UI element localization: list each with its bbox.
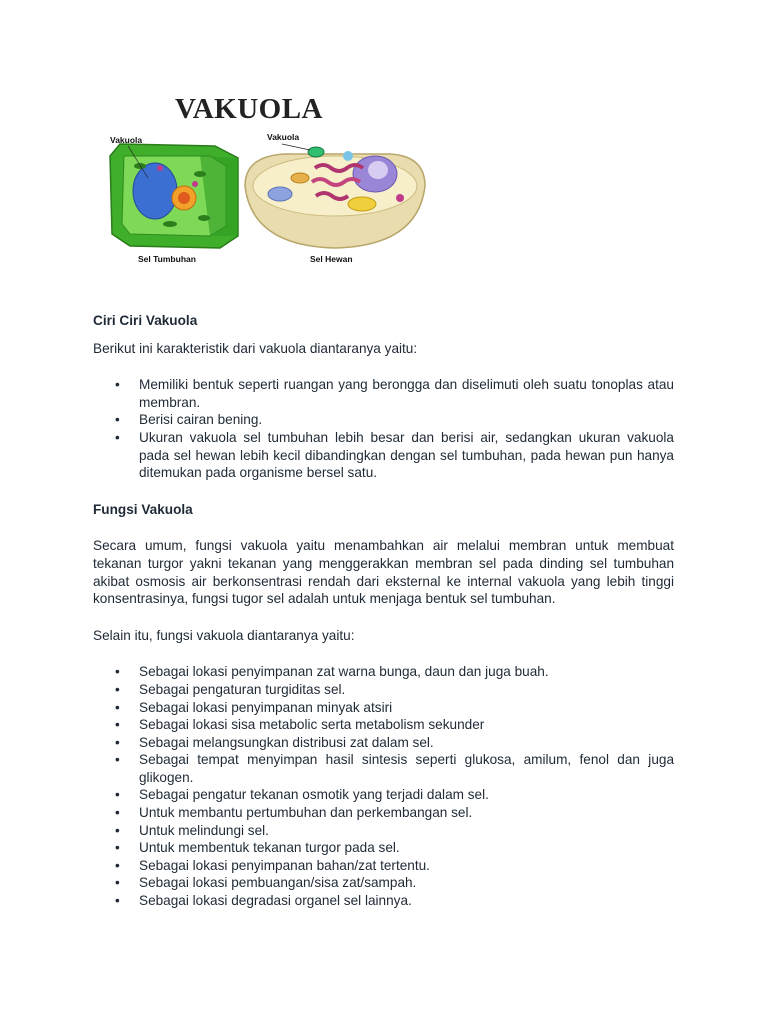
list-item: • Sebagai lokasi sisa metabolic serta metabolism sekunder (115, 717, 485, 733)
intro-ciri: Berikut ini karakteristik dari vakuola diantaranya yaitu: (93, 340, 418, 356)
animal-caption: Sel Hewan (310, 254, 353, 264)
list-item: • Sebagai lokasi penyimpanan zat warna bunga, daun dan juga buah. (115, 664, 549, 680)
bullet-icon: • (115, 664, 120, 680)
bullet-icon: • (115, 840, 120, 856)
bullet-icon: • (115, 681, 120, 697)
list-item: • Memiliki bentuk seperti ruangan yang berongga dan diselimuti oleh suatu tonoplas atau membran. (115, 377, 674, 410)
bullet-icon: • (115, 787, 120, 803)
bullet-icon: • (115, 875, 120, 891)
list-item: • Sebagai melangsungkan distribusi zat dalam sel. (115, 734, 434, 750)
list-ciri (93, 376, 674, 482)
bullet-icon: • (115, 752, 120, 768)
bullet-icon: • (115, 377, 120, 393)
list-item: • Untuk membentuk tekanan turgor pada sel. (115, 840, 400, 856)
list-item: • Ukuran vakuola sel tumbuhan lebih besar dan berisi air, sedangkan ukuran vakuola pada sel hewan lebih kecil dibandingkan dengan sel tumbuhan, pada hewan pun hanya ditemukan pada organisme bersel satu. (115, 429, 674, 481)
list-item: • Sebagai lokasi penyimpanan minyak atsiri (115, 699, 393, 715)
bullet-icon: • (115, 429, 120, 445)
paragraph-fungsi: Secara umum, fungsi vakuola yaitu menambahkan air melalui membran untuk membuat tekanan turgor yakni tekanan yang menggerakkan membran sel pada dinding sel tumbuhan akibat osmosis air berkonsentrasi rendah dari eksternal ke internal vakuola yang lebih tinggi konsentrasinya, fungsi tugor sel adalah untuk menjaga bentuk sel tumbuhan. (93, 538, 674, 607)
animal-cell (245, 144, 425, 248)
vacuole-diagram (100, 86, 440, 276)
list-item: • Sebagai lokasi penyimpanan bahan/zat tertentu. (115, 857, 430, 873)
document-body (93, 312, 674, 910)
heading-ciri-vakuola: Ciri Ciri Vakuola (93, 313, 198, 328)
bullet-icon: • (115, 412, 120, 428)
plant-cell (110, 144, 238, 248)
list-item: • Untuk membantu pertumbuhan dan perkembangan sel. (115, 805, 473, 821)
bullet-icon: • (115, 734, 120, 750)
list-item: • Sebagai lokasi pembuangan/sisa zat/sampah. (115, 875, 417, 891)
list-fungsi (93, 663, 674, 909)
list-item: • Sebagai lokasi degradasi organel sel lainnya. (115, 893, 412, 909)
bullet-icon: • (115, 717, 120, 733)
list-item: • Sebagai pengaturan turgiditas sel. (115, 681, 346, 697)
bullet-icon: • (115, 805, 120, 821)
plant-caption: Sel Tumbuhan (138, 254, 196, 264)
plant-callout: Vakuola (110, 135, 143, 145)
list-item: • Berisi cairan bening. (115, 412, 263, 428)
heading-fungsi-vakuola: Fungsi Vakuola (93, 501, 193, 517)
figure-title: VAKUOLA (175, 93, 323, 125)
plant-vacuole (133, 163, 177, 219)
bullet-icon: • (115, 893, 120, 909)
bullet-icon: • (115, 822, 120, 838)
animal-callout: Vakuola (267, 132, 300, 142)
list-item: • Untuk melindungi sel. (115, 822, 269, 838)
list-item: • Sebagai tempat menyimpan hasil sintesis seperti glukosa, amilum, fenol dan juga glikogen. (115, 752, 674, 785)
cell-illustration (100, 86, 440, 276)
bullet-icon: • (115, 857, 120, 873)
intro-fungsi: Selain itu, fungsi vakuola diantaranya yaitu: (93, 627, 355, 643)
animal-vacuole (308, 147, 324, 157)
list-item: • Sebagai pengatur tekanan osmotik yang terjadi dalam sel. (115, 787, 489, 803)
bullet-icon: • (115, 699, 120, 715)
